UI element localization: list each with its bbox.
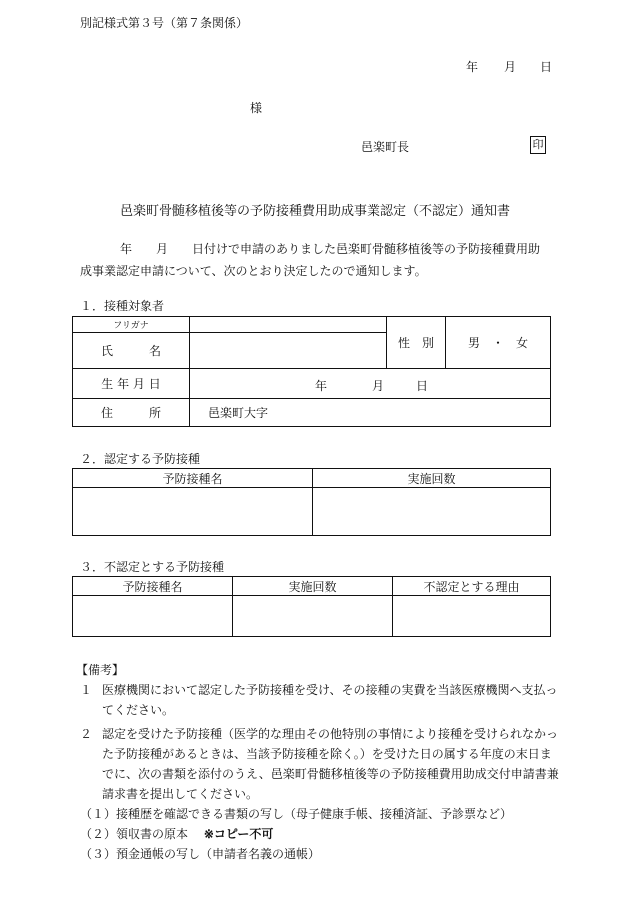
addressee-suffix: 様 [250, 101, 263, 115]
seal-box: 印 [530, 136, 546, 154]
birthdate-label: 生 年 月 日 [73, 369, 190, 399]
intro-line-1: 年 月 日付けで申請のありました邑楽町骨髄移植後等の予防接種費用助 [120, 242, 541, 256]
col-vaccine-name: 予防接種名 [73, 577, 233, 596]
date-day: 日 [540, 60, 553, 74]
col-count: 実施回数 [233, 577, 393, 596]
rejected-vaccines-table [72, 576, 551, 637]
required-doc-2-note: ※コピー不可 [203, 827, 274, 841]
birthdate-field[interactable] [190, 369, 551, 399]
sex-options[interactable]: 男 ・ 女 [446, 317, 551, 369]
rejected-count-cell[interactable] [233, 596, 393, 637]
intro-line-2: 成事業認定申請について、次のとおり決定したので通知します。 [80, 264, 427, 278]
address-field[interactable]: 邑楽町大字 [190, 399, 551, 427]
address-label: 住 所 [73, 399, 190, 427]
col-vaccine-name: 予防接種名 [73, 469, 313, 488]
required-doc-2-text: （２）領収書の原本 [80, 827, 189, 841]
col-reason: 不認定とする理由 [393, 577, 551, 596]
birth-year: 年 [315, 379, 328, 393]
name-label: 氏 名 [73, 333, 190, 369]
required-doc-1: （１）接種歴を確認できる書類の写し（母子健康手帳、接種済証、予診票など） [80, 807, 513, 821]
remark-1-number: １ [80, 683, 93, 697]
section1-heading: １．接種対象者 [80, 299, 165, 313]
approved-count-cell[interactable] [313, 488, 551, 536]
required-doc-2 [80, 824, 560, 844]
birth-month: 月 [372, 379, 385, 393]
remark-1-text: 医療機関において認定した予防接種を受け、その接種の実費を当該医療機関へ支払ってください。 [102, 683, 558, 717]
remark-item-2 [80, 724, 560, 804]
furigana-field[interactable] [190, 317, 387, 333]
date-month: 月 [504, 60, 517, 74]
remark-item-1 [80, 680, 560, 720]
rejected-reason-cell[interactable] [393, 596, 551, 637]
approved-vaccine-cell[interactable] [73, 488, 313, 536]
sender-name: 邑楽町長 [361, 140, 410, 154]
section3-heading: ３．不認定とする予防接種 [80, 560, 225, 574]
remark-2-text: 認定を受けた予防接種（医学的な理由その他特別の事情により接種を受けられなかった予防接種があるときは、当該予防接種を除く。）を受けた日の属する年度の末日までに、次の書類を添付のうえ、邑楽町骨髄移植後等の予防接種費用助成交付申請書兼請求書を提出してください。 [102, 727, 559, 801]
remark-2-number: ２ [80, 727, 93, 741]
rejected-vaccine-cell[interactable] [73, 596, 233, 637]
section2-heading: ２．認定する予防接種 [80, 452, 201, 466]
name-field[interactable] [190, 333, 387, 369]
document-title: 邑楽町骨髄移植後等の予防接種費用助成事業認定（不認定）通知書 [119, 204, 510, 219]
form-number: 別記様式第３号（第７条関係） [80, 16, 249, 30]
date-year: 年 [466, 60, 479, 74]
required-doc-3: （３）預金通帳の写し（申請者名義の通帳） [80, 847, 321, 861]
applicant-table [72, 316, 551, 427]
remarks [76, 660, 560, 864]
furigana-label: フリガナ [73, 317, 190, 333]
intro-paragraph [80, 238, 560, 282]
remarks-heading: 【備考】 [76, 663, 125, 677]
approved-vaccines-table [72, 468, 551, 536]
col-count: 実施回数 [313, 469, 551, 488]
birth-day: 日 [416, 379, 429, 393]
sex-label: 性 別 [387, 317, 446, 369]
